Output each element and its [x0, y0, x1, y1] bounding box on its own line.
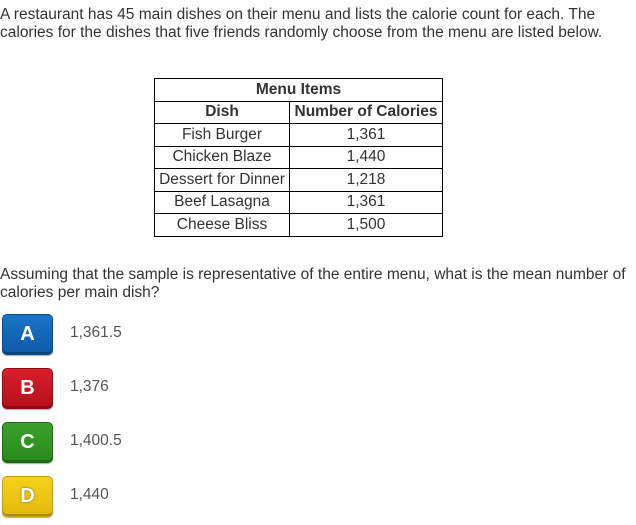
choice-b[interactable] — [2, 368, 109, 408]
choice-a[interactable] — [2, 314, 122, 354]
table-caption-row — [155, 79, 443, 102]
calories-cell: 1,361 — [290, 191, 443, 214]
choice-c-badge[interactable]: C — [2, 422, 53, 463]
table-row — [155, 191, 443, 214]
dish-cell: Beef Lasagna — [155, 191, 290, 214]
choice-b-badge[interactable]: B — [2, 368, 53, 409]
dish-cell: Fish Burger — [155, 124, 290, 147]
calories-cell: 1,361 — [290, 124, 443, 147]
table-row — [155, 124, 443, 147]
intro-text: A restaurant has 45 main dishes on their menu and lists the calorie count for each. The calories for the dishes that five friends randomly choose from the menu are listed below. — [0, 6, 603, 41]
table-header-row — [155, 101, 443, 124]
choice-d-text: 1,440 — [70, 486, 109, 503]
header-dish: Dish — [155, 101, 290, 124]
dish-cell: Dessert for Dinner — [155, 169, 290, 192]
choice-c-text: 1,400.5 — [70, 432, 122, 449]
dish-cell: Cheese Bliss — [155, 214, 290, 237]
table-caption: Menu Items — [155, 79, 443, 102]
calories-cell: 1,218 — [290, 169, 443, 192]
choice-a-text: 1,361.5 — [70, 324, 122, 341]
choice-d-badge[interactable]: D — [2, 476, 53, 517]
choice-c[interactable] — [2, 422, 122, 462]
menu-table — [154, 78, 443, 237]
header-calories: Number of Calories — [290, 101, 443, 124]
question-text: Assuming that the sample is representative of the entire menu, what is the mean number of calories per main dish? — [0, 266, 626, 301]
calories-cell: 1,440 — [290, 146, 443, 169]
choice-d[interactable] — [2, 476, 109, 516]
choice-a-badge[interactable]: A — [2, 314, 53, 355]
table-row — [155, 146, 443, 169]
calories-cell: 1,500 — [290, 214, 443, 237]
choice-b-text: 1,376 — [70, 378, 109, 395]
dish-cell: Chicken Blaze — [155, 146, 290, 169]
table-row — [155, 214, 443, 237]
table-row — [155, 169, 443, 192]
